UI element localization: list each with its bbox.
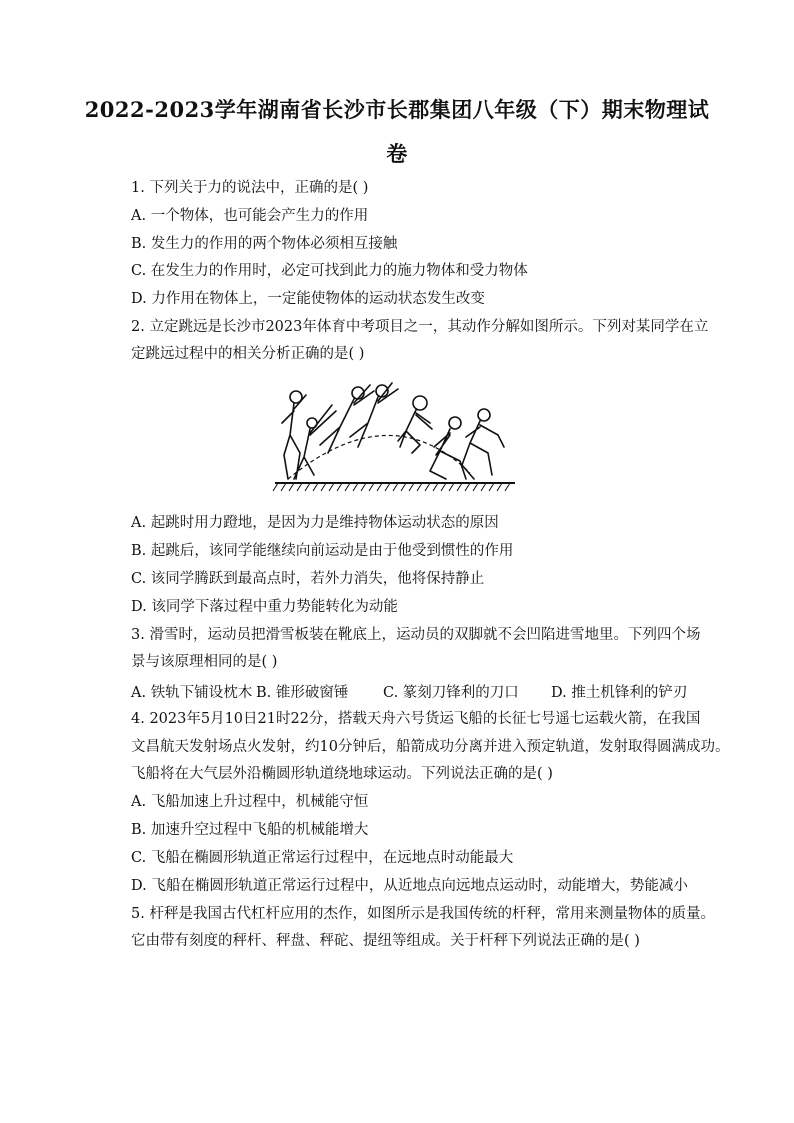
q5-stem-line2: 它由带有刻度的秤杆、秤盘、秤砣、提纽等组成。关于杆秤下列说法正确的是( ) (131, 933, 640, 949)
q3-option-a: A. 铁轨下铺设枕木 (131, 685, 253, 701)
q4-stem-line1: 4. 2023年5月10日21时22分，搭载天舟六号货运飞船的长征七号遥七运载火箭，在我国 (131, 711, 701, 727)
standing-long-jump-figure (270, 375, 520, 495)
q2-option-b: B. 起跳后，该同学能继续向前运动是由于他受到惯性的作用 (131, 543, 514, 559)
q3-option-d: D. 推土机锋利的铲刃 (551, 685, 688, 701)
q4-stem-line3: 飞船将在大气层外沿椭圆形轨道绕地球运动。下列说法正确的是( ) (131, 766, 553, 782)
q1-option-d: D. 力作用在物体上，一定能使物体的运动状态发生改变 (131, 291, 485, 307)
q3-option-b: B. 锥形破窗锤 (256, 685, 349, 701)
document-title-line2: 卷 (386, 141, 408, 166)
q2-option-a: A. 起跳时用力蹬地，是因为力是维持物体运动状态的原因 (131, 515, 499, 531)
q2-stem-line1: 2. 立定跳远是长沙市2023年体育中考项目之一，其动作分解如图所示。下列对某同学在立 (131, 319, 709, 335)
q3-stem-line1: 3. 滑雪时，运动员把滑雪板装在靴底上，运动员的双脚就不会凹陷进雪地里。下列四个场 (131, 627, 701, 643)
q4-option-c: C. 飞船在椭圆形轨道正常运行过程中，在远地点时动能最大 (131, 850, 514, 866)
q1-stem: 1. 下列关于力的说法中，正确的是( ) (131, 180, 369, 196)
q2-stem-line2: 定跳远过程中的相关分析正确的是( ) (131, 346, 365, 362)
q2-option-d: D. 该同学下落过程中重力势能转化为动能 (131, 599, 398, 615)
q1-option-a: A. 一个物体，也可能会产生力的作用 (131, 208, 369, 224)
q2-option-c: C. 该同学腾跃到最高点时，若外力消失，他将保持静止 (131, 571, 485, 587)
q5-stem-line1: 5. 杆秤是我国古代杠杆应用的杰作，如图所示是我国传统的杆秤，常用来测量物体的质量。 (131, 906, 715, 922)
q4-option-d: D. 飞船在椭圆形轨道正常运行过程中，从近地点向远地点运动时，动能增大，势能减小 (131, 878, 688, 894)
q1-option-c: C. 在发生力的作用时，必定可找到此力的施力物体和受力物体 (131, 263, 528, 279)
q1-option-b: B. 发生力的作用的两个物体必须相互接触 (131, 236, 398, 252)
q3-stem-line2: 景与该原理相同的是( ) (131, 654, 278, 670)
q3-option-c: C. 篆刻刀锋利的刀口 (383, 685, 519, 701)
q4-option-a: A. 飞船加速上升过程中，机械能守恒 (131, 794, 369, 810)
q4-option-b: B. 加速升空过程中飞船的机械能增大 (131, 822, 369, 838)
q4-stem-line2: 文昌航天发射场点火发射，约10分钟后，船箭成功分离并进入预定轨道，发射取得圆满成功。 (131, 739, 730, 755)
document-title-line1: 2022-2023学年湖南省长沙市长郡集团八年级（下）期末物理试 (84, 97, 710, 122)
